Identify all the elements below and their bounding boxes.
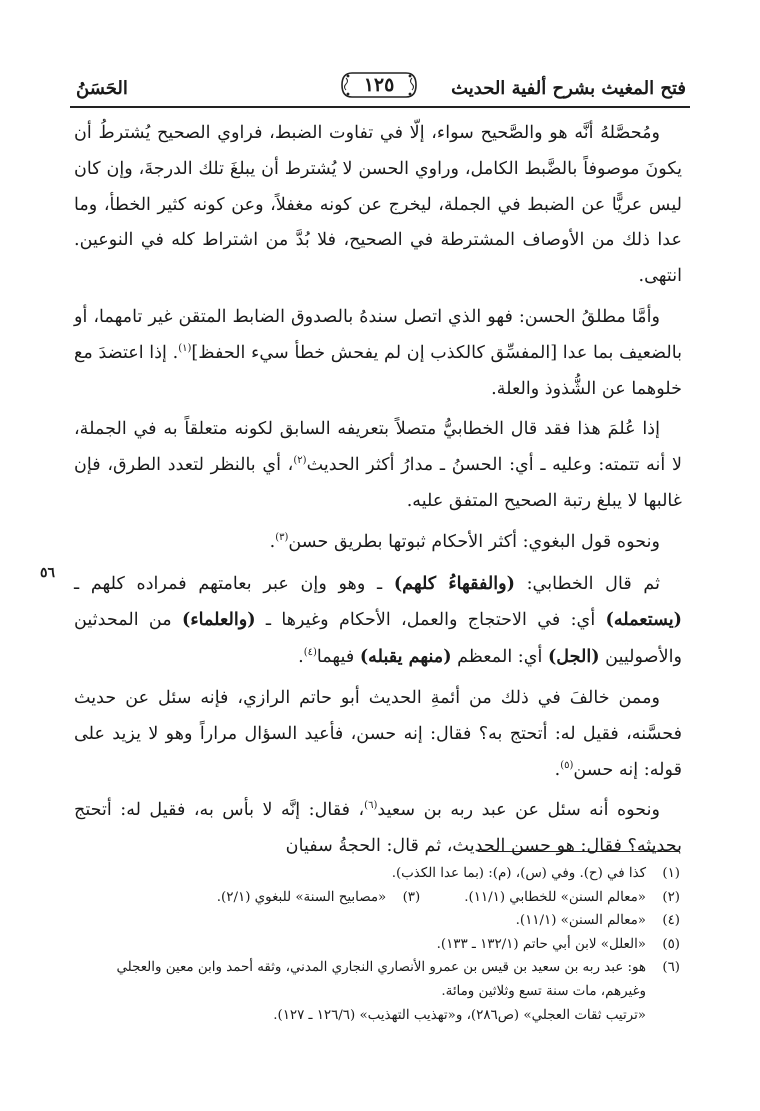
text-run: ، أي بالنظر لتعدد الطرق، فإن غالبها لا يبلغ رتبة الصحيح المتفق عليه. — [74, 455, 682, 511]
poem-quote: (منهم يقبله) — [359, 646, 452, 668]
footnote-ref: (١) — [178, 342, 192, 354]
footnote-number: (١) — [662, 866, 680, 881]
footnote-number: (٣) — [402, 889, 421, 905]
footnote-rule — [478, 851, 680, 852]
footnote-text: «مصابيح السنة» للبغوي (٢/١). — [216, 889, 387, 905]
paragraph — [74, 412, 682, 519]
footnote-ref: (٣) — [275, 531, 289, 543]
text-run: من المحدثين والأصوليين — [74, 610, 682, 668]
paragraph — [74, 681, 682, 788]
text-run: . — [298, 647, 304, 668]
footnote-number: (٥) — [662, 936, 680, 952]
footnote-item — [74, 933, 680, 957]
margin-verse-number: ٥٦ — [40, 565, 56, 581]
footnote-number: (٢) — [662, 889, 680, 905]
text-run: . — [269, 531, 276, 552]
text-run: . — [554, 759, 561, 780]
text-run: فيهما — [316, 647, 360, 668]
footnote-text: كذا في (ح). وفي (س)، (م): (بما عدا الكذب). — [391, 866, 646, 881]
poem-quote: (يستعمله) — [605, 609, 682, 631]
page-number-frame — [338, 68, 420, 102]
poem-quote: (والفقهاءُ كلهم) — [393, 572, 515, 594]
poem-quote: (الجل) — [547, 646, 600, 668]
footnote-text: «معالم السنن» (١١/١). — [515, 913, 646, 929]
main-text — [74, 116, 682, 870]
footnote-item — [74, 909, 680, 933]
footnote-text: «معالم السنن» للخطابي (١١/١). — [464, 889, 646, 905]
footnote-ref: (٤) — [303, 647, 317, 659]
footnote-ref: (٦) — [364, 800, 378, 812]
paragraph — [74, 525, 682, 561]
footnote-item — [74, 862, 680, 886]
footnote-item — [74, 956, 680, 1027]
text-run: . إذا اعتضدَ مع خلوهما عن الشُّذوذ والعلة. — [74, 342, 682, 399]
paragraph — [74, 793, 682, 865]
paragraph — [74, 116, 682, 295]
poem-quote: (والعلماء) — [182, 609, 256, 631]
footnote-number: (٦) — [662, 960, 680, 976]
footnote-text: «العلل» لابن أبي حاتم (١٣٢/١ ـ ١٣٣). — [436, 936, 646, 952]
text-run: أي: في الاحتجاج والعمل، الأحكام وغيرها ـ — [255, 610, 606, 631]
text-run: وممن خالفَ في ذلك من أئمةِ الحديث أبو حاتم الرازي، فإنه سئل عن حديث فحسَّنه، فقيل له: أتحتج به؟ فقال: إنه حسن، فأعيد السؤال مراراً وهو لا يزيد على قوله: إنه حسن — [74, 687, 682, 780]
footnote-number: (٤) — [662, 913, 680, 929]
running-section-title: الحَسَنُ — [76, 78, 128, 99]
text-run: أي: المعظم — [451, 647, 548, 668]
footnote-ref: (٥) — [560, 759, 574, 771]
text-run: وأمَّا مطلقُ الحسن: فهو الذي اتصل سندهُ بالصدوق الضابط المتقن غير تامهما، أو بالضعيف بما عدا [المفسِّق كالكذب إن لم يفحش خطأ سيء الحفظ] — [74, 306, 682, 363]
text-run: ونحوه أنه سئل عن عبد ربه بن سعيد — [377, 800, 661, 821]
page-number: ١٢٥ — [363, 74, 395, 96]
running-book-title: فتح المغيث بشرح ألفية الحديث — [451, 78, 686, 99]
header-rule — [70, 106, 690, 108]
footnote-item — [74, 886, 680, 910]
paragraph — [74, 300, 682, 407]
text-run: ومُحصَّلهُ أنَّه هو والصَّحيح سواء، إلّا في تفاوت الضبط، فراوي الصحيح يُشترطُ أن يكونَ موصوفاً بالضَّبط الكامل، وراوي الحسن لا يُشترط أن يبلغَ تلك الدرجةَ، وإن كان ليس عريًّا عن الضبط في الجملة، ليخرج عن كونه مغفلاً، وعن كونه كثير الخطأ، وما عدا ذلك من الأوصاف المشترطة في الصحيح، فلا بُدَّ من اشتراط كله في النوعين. انتهى. — [74, 123, 682, 287]
paragraph — [74, 566, 682, 676]
text-run: ـ وهو وإن عبر بعامتهم فمراده كلهم ـ — [74, 573, 394, 594]
text-run: ونحوه قول البغوي: أكثر الأحكام ثبوتها بطريق حسن — [288, 531, 660, 552]
footnote-ref: (٢) — [293, 455, 307, 467]
text-run: إذا عُلمَ هذا فقد قال الخطابيُّ متصلاً بتعريفه السابق لكونه متعلقاً به في الجملة، لا أنه تتمته: وعليه ـ أي: الحسنُ ـ مدارُ أكثر الحديث — [74, 419, 682, 476]
footnote-text: هو: عبد ربه بن سعيد بن قيس بن عمرو الأنصاري النجاري المدني، وثقه أحمد وابن معين والعجلي وغيرهم، مات سنة تسع وثلاثين ومائة. — [116, 960, 646, 999]
text-run: ثم قال الخطابي: — [514, 573, 660, 594]
text-run: ، فقال: إنَّه لا بأس به، فقيل له: أتحتج بحديثه؟ فقال: هو حسن الحديث، ثم قال: الحجةُ سفيان — [74, 800, 682, 857]
footnotes — [74, 862, 680, 1027]
footnote-references: «ترتيب ثقات العجلي» (ص٢٨٦)، و«تهذيب التهذيب» (١٢٦/٦ ـ ١٢٧). — [273, 1007, 646, 1023]
footnote-body — [74, 956, 646, 1027]
